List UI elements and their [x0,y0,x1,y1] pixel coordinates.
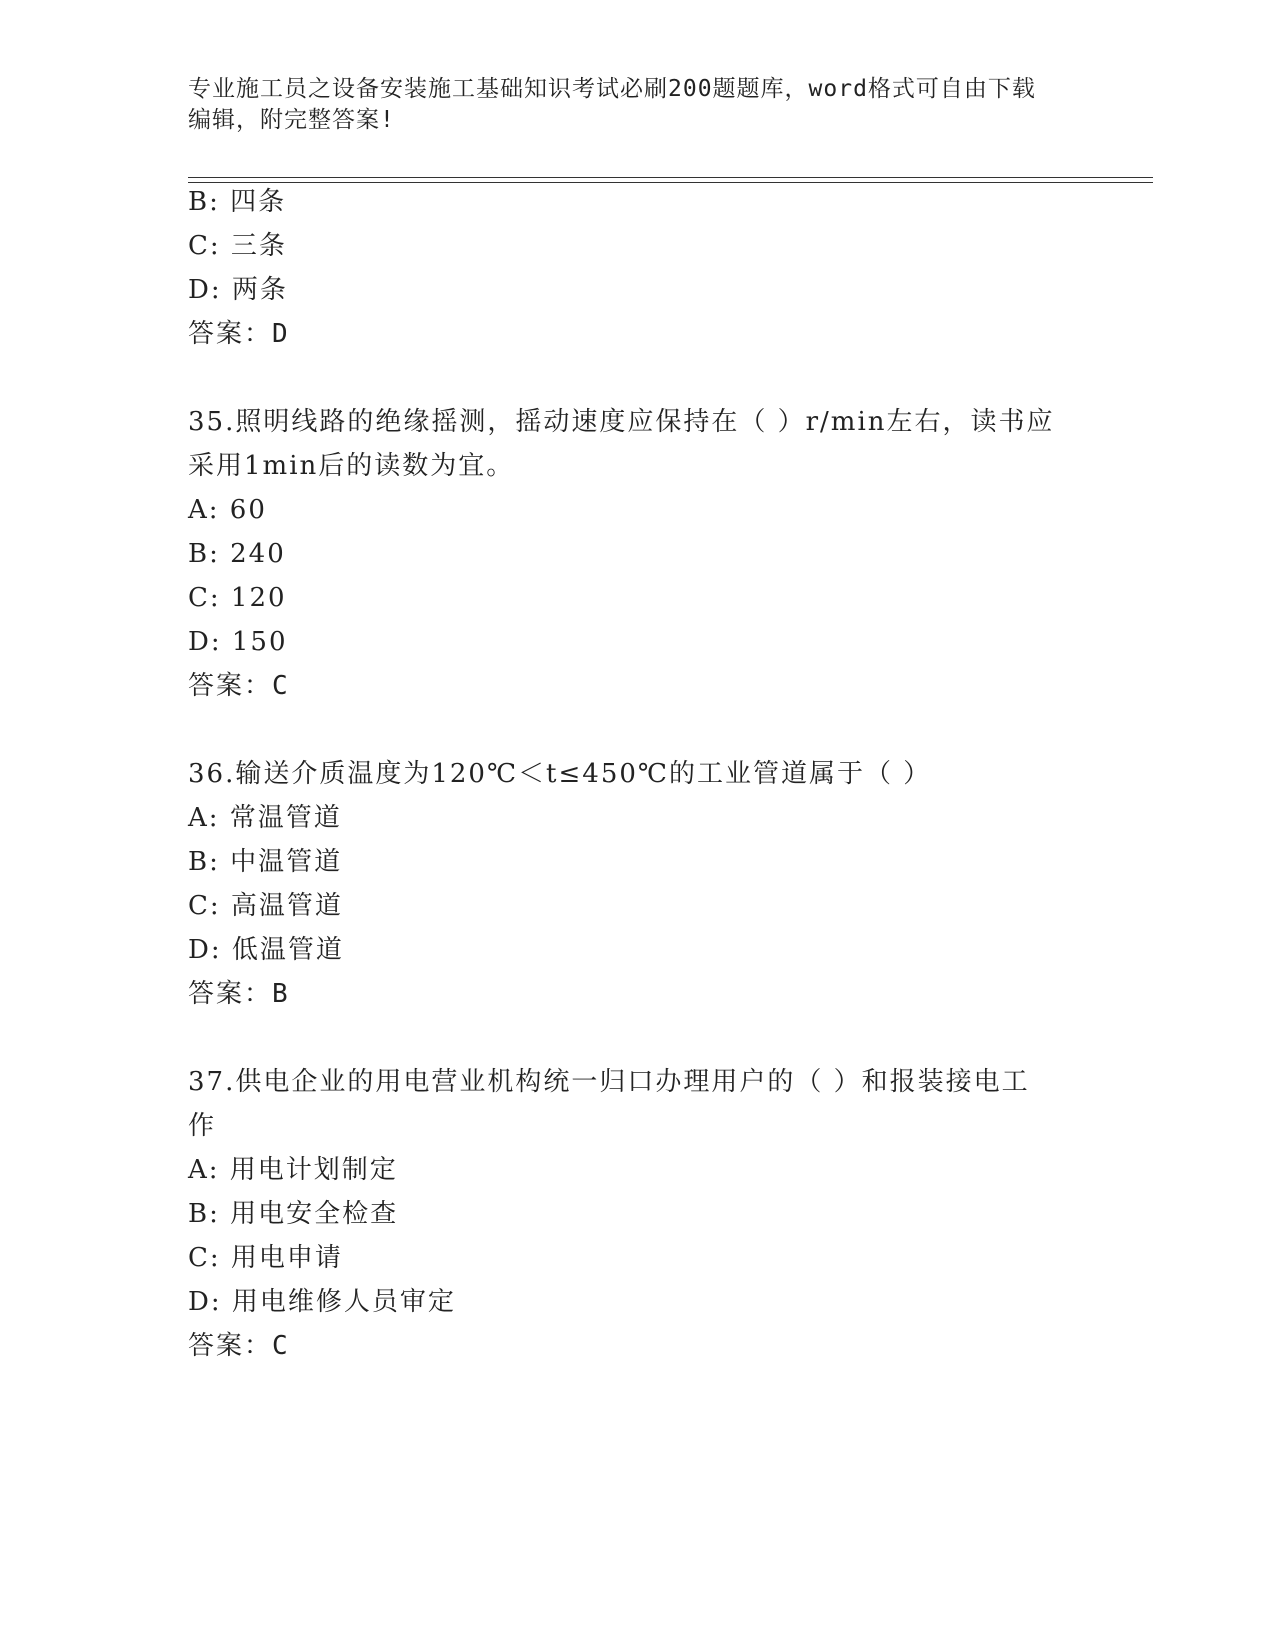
header-divider-top [188,177,1153,178]
q34-answer: 答案：D [188,319,290,349]
q35-option-d: D: 150 [188,627,288,657]
q35-answer: 答案：C [188,671,290,701]
q36-answer: 答案：B [188,979,290,1009]
q34-option-b: B: 四条 [188,187,287,217]
q37-stem-line-1: 37.供电企业的用电营业机构统一归口办理用户的（ ）和报装接电工 [188,1067,1030,1097]
header-title-line-1: 专业施工员之设备安装施工基础知识考试必刷200题题库，word格式可自由下载 [188,76,1036,102]
q35-option-c: C: 120 [188,583,287,613]
q37-option-d: D: 用电维修人员审定 [188,1287,456,1317]
q37-stem-line-2: 作 [188,1111,217,1141]
q36-option-b: B: 中温管道 [188,847,343,877]
q37-option-c: C: 用电申请 [188,1243,343,1273]
header-title-line-2: 编辑，附完整答案! [188,107,395,133]
q36-option-c: C: 高温管道 [188,891,343,921]
q36-option-a: A: 常温管道 [188,803,342,833]
q35-stem-line-2: 采用1min后的读数为宜。 [188,451,515,481]
q37-option-a: A: 用电计划制定 [188,1155,398,1185]
header-divider-bottom [188,182,1153,183]
q37-answer: 答案：C [188,1331,290,1361]
q35-option-a: A: 60 [188,495,267,525]
q37-option-b: B: 用电安全检查 [188,1199,399,1229]
q36-stem-line-1: 36.输送介质温度为120℃＜t≤450℃的工业管道属于（ ） [188,759,932,789]
page-header [188,74,1068,136]
q34-option-c: C: 三条 [188,231,287,261]
q35-stem-line-1: 35.照明线路的绝缘摇测，摇动速度应保持在（ ）r/min左右，读书应 [188,407,1055,437]
q34-option-d: D: 两条 [188,275,288,305]
q36-option-d: D: 低温管道 [188,935,344,965]
q35-option-b: B: 240 [188,539,286,569]
